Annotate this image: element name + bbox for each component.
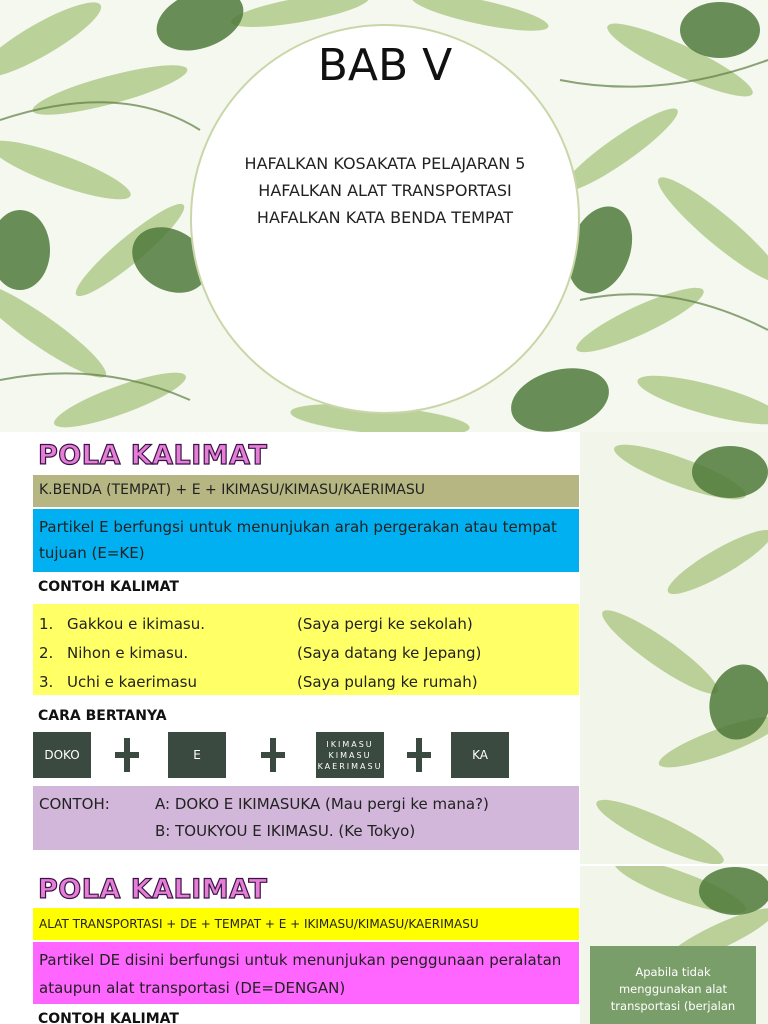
formula-box-doko: DOKO <box>33 732 91 778</box>
sentence-pattern: ALAT TRANSPORTASI + DE + TEMPAT + E + IKIMASU/KIMASU/KAERIMASU <box>33 908 579 940</box>
pattern-slide-de <box>0 866 768 1024</box>
formula-box-ka: KA <box>451 732 509 778</box>
example-number: 1. <box>39 614 54 633</box>
section-heading: POLA KALIMAT <box>38 440 268 471</box>
verb-line: IKIMASU <box>326 739 374 749</box>
example-number: 2. <box>39 643 54 662</box>
list-item <box>39 638 573 667</box>
plus-icon <box>115 738 139 772</box>
formula-box-e: E <box>168 732 226 778</box>
plus-icon <box>261 738 285 772</box>
example-number: 3. <box>39 672 54 691</box>
objective-line: HAFALKAN ALAT TRANSPORTASI <box>258 181 512 200</box>
question-heading: CARA BERTANYA <box>38 708 167 724</box>
formula-box-verbs <box>316 732 384 778</box>
example-japanese: Gakkou e ikimasu. <box>67 614 206 633</box>
verb-line: KAERIMASU <box>317 761 383 771</box>
examples-heading: CONTOH KALIMAT <box>38 1011 179 1024</box>
question-examples <box>33 786 579 850</box>
example-japanese: Nihon e kimasu. <box>67 643 189 662</box>
side-note: Apabila tidak menggunakan alat transportasi (berjalan <box>590 946 756 1024</box>
question-a: A: DOKO E IKIMASUKA (Mau pergi ke mana?) <box>155 795 489 813</box>
examples-heading: CONTOH KALIMAT <box>38 579 179 595</box>
particle-explanation: Partikel E berfungsi untuk menunjukan arah pergerakan atau tempat tujuan (E=KE) <box>33 509 579 572</box>
example-translation: (Saya datang ke Jepang) <box>297 643 482 662</box>
verb-line: KIMASU <box>328 750 372 760</box>
chapter-objectives <box>190 150 580 231</box>
plus-icon <box>407 738 431 772</box>
pattern-slide-e <box>0 432 768 864</box>
chapter-title: BAB V <box>317 40 453 91</box>
particle-explanation: Partikel DE disini berfungsi untuk menunjukan penggunaan peralatan ataupun alat transportasi (DE=DENGAN) <box>33 942 579 1004</box>
list-item <box>39 791 573 818</box>
examples-list <box>33 604 579 695</box>
list-item <box>39 609 573 638</box>
list-item <box>39 667 573 696</box>
section-heading: POLA KALIMAT <box>38 874 268 905</box>
question-b: B: TOUKYOU E IKIMASU. (Ke Tokyo) <box>155 822 416 840</box>
objective-line: HAFALKAN KATA BENDA TEMPAT <box>256 208 514 227</box>
example-translation: (Saya pulang ke rumah) <box>297 672 478 691</box>
example-japanese: Uchi e kaerimasu <box>67 672 197 691</box>
objective-line: HAFALKAN KOSAKATA PELAJARAN 5 <box>244 154 526 173</box>
sentence-pattern: K.BENDA (TEMPAT) + E + IKIMASU/KIMASU/KAERIMASU <box>33 475 579 507</box>
list-item <box>39 818 573 845</box>
title-slide <box>0 0 768 432</box>
question-label: CONTOH: <box>39 795 110 813</box>
example-translation: (Saya pergi ke sekolah) <box>297 614 473 633</box>
